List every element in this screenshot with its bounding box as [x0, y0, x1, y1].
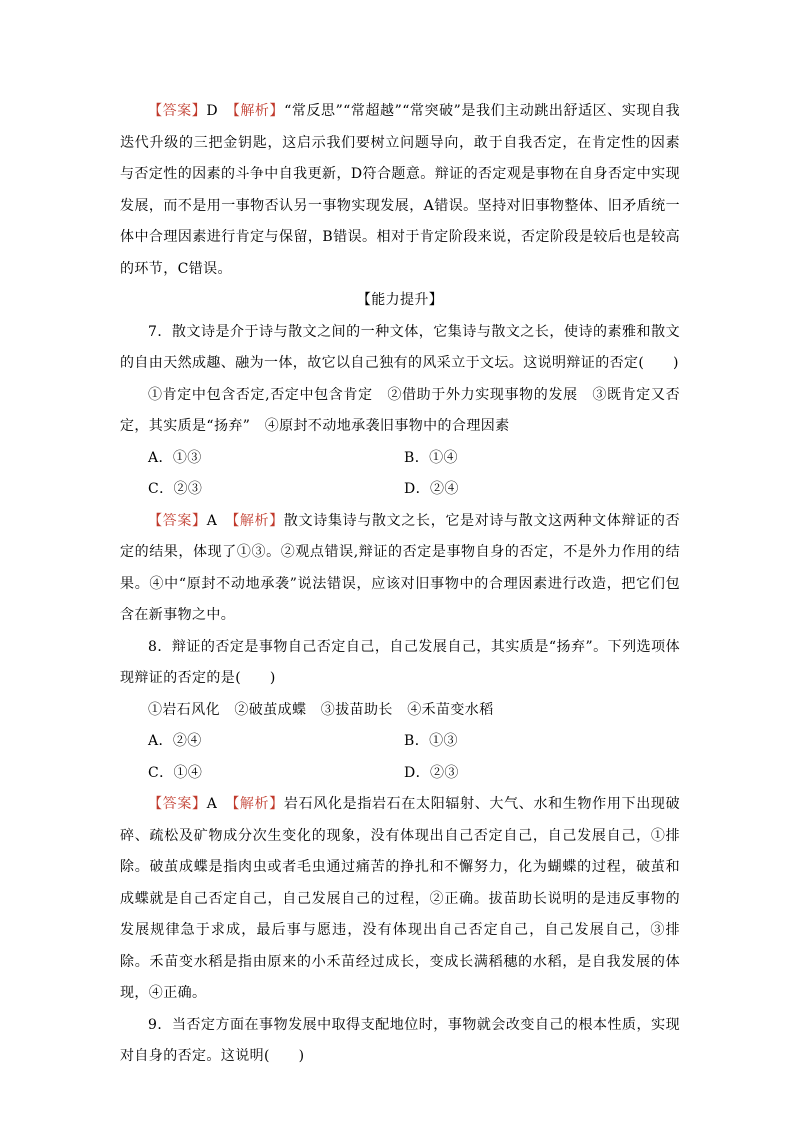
analysis-text: 散文诗集诗与散文之长，它是对诗与散文这两种文体辩证的否定的结果，体现了①③。②观点错误,辩证的否定是事物自身的否定，不是外力作用的结果。④中“原封不动地承袭”说法错误，应该对旧事物中的合理因素进行改造，把它们包含在新事物之中。	[120, 512, 680, 623]
answer-block-8	[120, 789, 680, 1010]
document-page	[120, 96, 680, 1073]
option-d: D．②④	[404, 481, 459, 497]
option-c: C．②③	[148, 481, 203, 497]
answer-tag: 【答案】	[148, 103, 207, 119]
question-8-options-row2	[120, 758, 680, 790]
question-8-stem: 8．辩证的否定是事物自己否定自己，自己发展自己，其实质是“扬弃”。下列选项体现辩证的否定的是( )	[120, 638, 680, 686]
question-7-stem: 7．散文诗是介于诗与散文之间的一种文体，它集诗与散文之长，使诗的素雅和散文的自由天然成趣、融为一体，故它以自己独有的风采立于文坛。这说明辩证的否定( )	[120, 323, 680, 371]
answer-letter: A	[206, 796, 218, 812]
question-8-options-row1	[120, 726, 680, 758]
answer-block-7	[120, 506, 680, 632]
section-title: 【能力提升】	[356, 292, 444, 308]
option-b: B．①③	[404, 733, 458, 749]
question-7-options-row1	[120, 443, 680, 475]
option-d: D．②③	[404, 764, 459, 781]
analysis-text: “常反思”“常超越”“常突破”是我们主动跳出舒适区、实现自我迭代升级的三把金钥匙，这启示我们要树立问题导向，敢于自我否定，在肯定性的因素与否定性的因素的斗争中自我更新，D符合题意。辩证的否定观是事物在自身否定中实现发展，而不是用一事物否认另一事物实现发展，A错误。坚持对旧事物整体、旧矛盾统一体中合理因素进行肯定与保留，B错误。相对于肯定阶段来说，否定阶段是较后也是较高的环节，C错误。	[120, 103, 680, 277]
answer-letter: D	[206, 103, 218, 119]
option-a: A．②④	[148, 733, 202, 749]
option-b: B．①④	[404, 449, 458, 466]
answer-tag: 【答案】	[148, 796, 207, 812]
question-9-stem: 9．当否定方面在事物发展中取得支配地位时，事物就会改变自己的根本性质，实现对自身的否定。这说明( )	[120, 1016, 680, 1064]
analysis-text: 岩石风化是指岩石在太阳辐射、大气、水和生物作用下出现破碎、疏松及矿物成分次生变化的现象，没有体现出自己否定自己，自己发展自己，①排除。破茧成蝶是指肉虫或者毛虫通过痛苦的挣扎和不懈努力，化为蝴蝶的过程，破茧和成蝶就是自己否定自己，自己发展自己的过程，②正确。拔苗助长说明的是违反事物的发展规律急于求成，最后事与愿违，没有体现出自己否定自己，自己发展自己，③排除。禾苗变水稻是指由原来的小禾苗经过成长，变成长满稻穗的水稻，是自我发展的体现，④正确。	[120, 796, 680, 1001]
answer-block-6	[120, 96, 680, 285]
question-8-items: ①岩石风化 ②破茧成蝶 ③拔苗助长 ④禾苗变水稻	[148, 701, 494, 718]
answer-letter: A	[206, 512, 218, 529]
analysis-tag: 【解析】	[232, 512, 284, 529]
question-7-options-row2	[120, 474, 680, 506]
answer-tag: 【答案】	[148, 512, 207, 529]
option-c: C．①④	[148, 764, 203, 781]
question-7-items: ①肯定中包含否定,否定中包含肯定 ②借助于外力实现事物的发展 ③既肯定又否定，其实质是“扬弃” ④原封不动地承袭旧事物中的合理因素	[120, 386, 680, 434]
analysis-tag: 【解析】	[232, 796, 284, 812]
analysis-tag: 【解析】	[232, 103, 285, 119]
option-a: A．①③	[148, 449, 202, 466]
